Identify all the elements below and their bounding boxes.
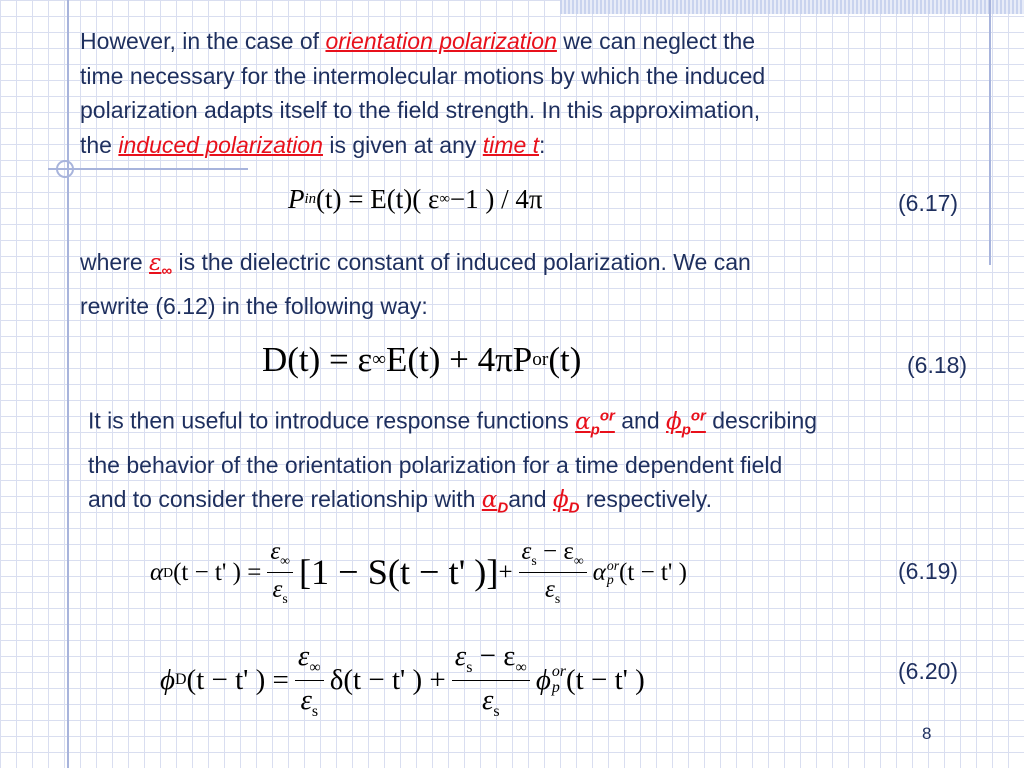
eq-lhs-args: (t − t' ) =	[186, 663, 289, 696]
eq-lhs-symbol: ϕ	[160, 663, 176, 696]
page-number: 8	[922, 724, 932, 743]
eq-subscript: ∞	[309, 658, 321, 676]
fraction-numerator	[267, 538, 293, 573]
equation-6-18	[262, 340, 581, 380]
left-vertical-rule	[67, 0, 69, 768]
eq-symbol: ε	[270, 538, 281, 565]
eq-lhs-symbol: α	[150, 558, 164, 586]
fraction-numerator	[295, 640, 324, 681]
text-segment: and	[508, 486, 553, 513]
eq-rhs: (t) = E(t)( ε	[316, 184, 440, 214]
fraction-denominator	[545, 573, 560, 607]
symbol-superscript: or	[690, 407, 706, 424]
eq-delta-term: δ(t − t' ) +	[329, 663, 446, 696]
eq-tail-scripts	[607, 559, 619, 587]
eq-subscript: ∞	[515, 658, 527, 676]
text-line: rewrite (6.12) in the following way:	[80, 293, 428, 320]
symbol-subscript: p	[681, 421, 691, 439]
symbol-base: ϕ	[552, 487, 569, 514]
eq-mid: E(t) + 4πP	[385, 340, 533, 379]
paragraph-orientation-polarization	[80, 24, 765, 162]
eq-subscript: p	[551, 679, 560, 697]
fraction-denominator	[273, 573, 288, 607]
eq-tail-symbol: α	[592, 558, 606, 586]
eq-end: (t)	[548, 340, 582, 379]
paragraph-dielectric-constant	[80, 245, 751, 324]
fraction-denominator	[300, 681, 318, 721]
eq-subscript: ∞	[280, 553, 290, 568]
eq-symbol: ε	[297, 640, 310, 672]
eq-subscript: ∞	[439, 191, 450, 207]
symbol-base: α	[575, 408, 591, 435]
phi-p-or-symbol	[666, 407, 706, 439]
eq-symbol: ε	[272, 576, 283, 603]
eq-subscript: s	[531, 553, 537, 568]
term-induced-polarization: induced polarization	[118, 131, 323, 158]
symbol-subscript: ∞	[161, 262, 173, 280]
equation-6-19	[150, 538, 687, 607]
epsilon-infinity-symbol	[149, 250, 173, 280]
eq-tail-scripts	[552, 664, 566, 696]
eq-subscript: or	[532, 349, 549, 370]
circle-ornament	[56, 160, 74, 178]
fraction-eps-inf-over-eps-s	[295, 640, 324, 721]
eq-lhs: D(t) = ε	[262, 340, 373, 379]
eq-lhs-subscript: D	[175, 671, 187, 689]
eq-subscript: s	[493, 702, 500, 720]
equation-number-6-17: (6.17)	[898, 190, 959, 216]
text-segment: :	[539, 131, 546, 158]
text-segment: However, in the case of	[80, 28, 326, 54]
symbol-subscript: p	[590, 421, 600, 439]
text-line: the behavior of the orientation polarization for a time dependent field	[88, 451, 783, 478]
eq-tail-args: (t − t' )	[619, 558, 687, 586]
eq-mid: − ε	[472, 640, 516, 672]
text-segment: is given at any	[322, 131, 483, 158]
equation-number-6-20: (6.20)	[898, 658, 959, 684]
eq-mid: − ε	[536, 538, 574, 565]
right-vertical-rule	[989, 0, 991, 265]
eq-subscript: ∞	[573, 553, 584, 568]
top-decorative-band	[560, 0, 1024, 14]
equation-6-17	[288, 184, 543, 215]
eq-tail-symbol: ϕ	[535, 663, 551, 696]
fraction-eps-inf-over-eps-s	[267, 538, 293, 607]
symbol-superscript: or	[599, 407, 615, 424]
eq-symbol: ε	[521, 538, 532, 565]
eq-subscript: s	[466, 658, 473, 676]
fraction-eps-difference-over-eps-s	[452, 640, 530, 721]
eq-subscript: s	[554, 591, 561, 606]
fraction-denominator	[482, 681, 500, 721]
text-segment: we can neglect the	[556, 28, 756, 54]
eq-bracket-term: [1 − S(t − t' )]	[298, 552, 499, 593]
eq-lhs-subscript: D	[163, 564, 174, 580]
eq-plus: +	[498, 558, 513, 586]
paragraph-response-functions	[88, 399, 817, 526]
text-segment: where	[80, 249, 150, 275]
symbol-base: α	[481, 487, 498, 514]
equation-number-6-18: (6.18)	[907, 352, 968, 378]
symbol-base: ε	[149, 250, 162, 276]
eq-superscript: or	[551, 663, 566, 681]
term-time-t: time t	[482, 131, 540, 158]
text-segment: and to consider there relationship with	[88, 486, 482, 513]
text-segment: and	[614, 407, 666, 434]
equation-6-20	[160, 640, 645, 721]
symbol-subscript: D	[568, 499, 580, 517]
eq-symbol: ε	[300, 683, 312, 716]
eq-rhs-end: −1 ) / 4π	[449, 184, 543, 214]
equation-number-6-19: (6.19)	[898, 558, 959, 584]
term-orientation-polarization: orientation polarization	[325, 28, 557, 54]
text-segment: is the dielectric constant of induced polarization. We can	[172, 249, 751, 275]
eq-symbol: ε	[481, 683, 494, 716]
eq-symbol: ε	[454, 640, 467, 672]
symbol-subscript: D	[497, 499, 509, 517]
symbol-base: ϕ	[666, 408, 682, 435]
eq-lhs-subscript: in	[304, 191, 317, 207]
eq-superscript: or	[606, 557, 620, 573]
eq-tail-args: (t − t' )	[566, 663, 645, 696]
eq-lhs-symbol: P	[288, 184, 305, 214]
text-segment: describing	[705, 407, 818, 434]
alpha-p-or-symbol	[575, 407, 615, 439]
phi-d-symbol	[552, 487, 580, 517]
eq-lhs-args: (t − t' ) =	[173, 558, 262, 586]
eq-subscript: s	[282, 591, 288, 606]
eq-subscript: ∞	[372, 349, 386, 370]
horizontal-rule	[48, 168, 248, 170]
eq-subscript: s	[311, 702, 319, 720]
fraction-eps-difference-over-eps-s	[519, 538, 587, 607]
text-line: polarization adapts itself to the field strength. In this approximation,	[80, 97, 761, 123]
text-segment: It is then useful to introduce response functions	[88, 407, 576, 434]
fraction-numerator	[452, 640, 530, 681]
eq-subscript: p	[606, 571, 614, 587]
alpha-d-symbol	[481, 487, 509, 517]
fraction-numerator	[519, 538, 587, 573]
text-segment: the	[80, 131, 119, 158]
text-segment: respectively.	[579, 486, 712, 513]
eq-symbol: ε	[545, 576, 555, 603]
text-line: time necessary for the intermolecular motions by which the induced	[80, 62, 766, 89]
